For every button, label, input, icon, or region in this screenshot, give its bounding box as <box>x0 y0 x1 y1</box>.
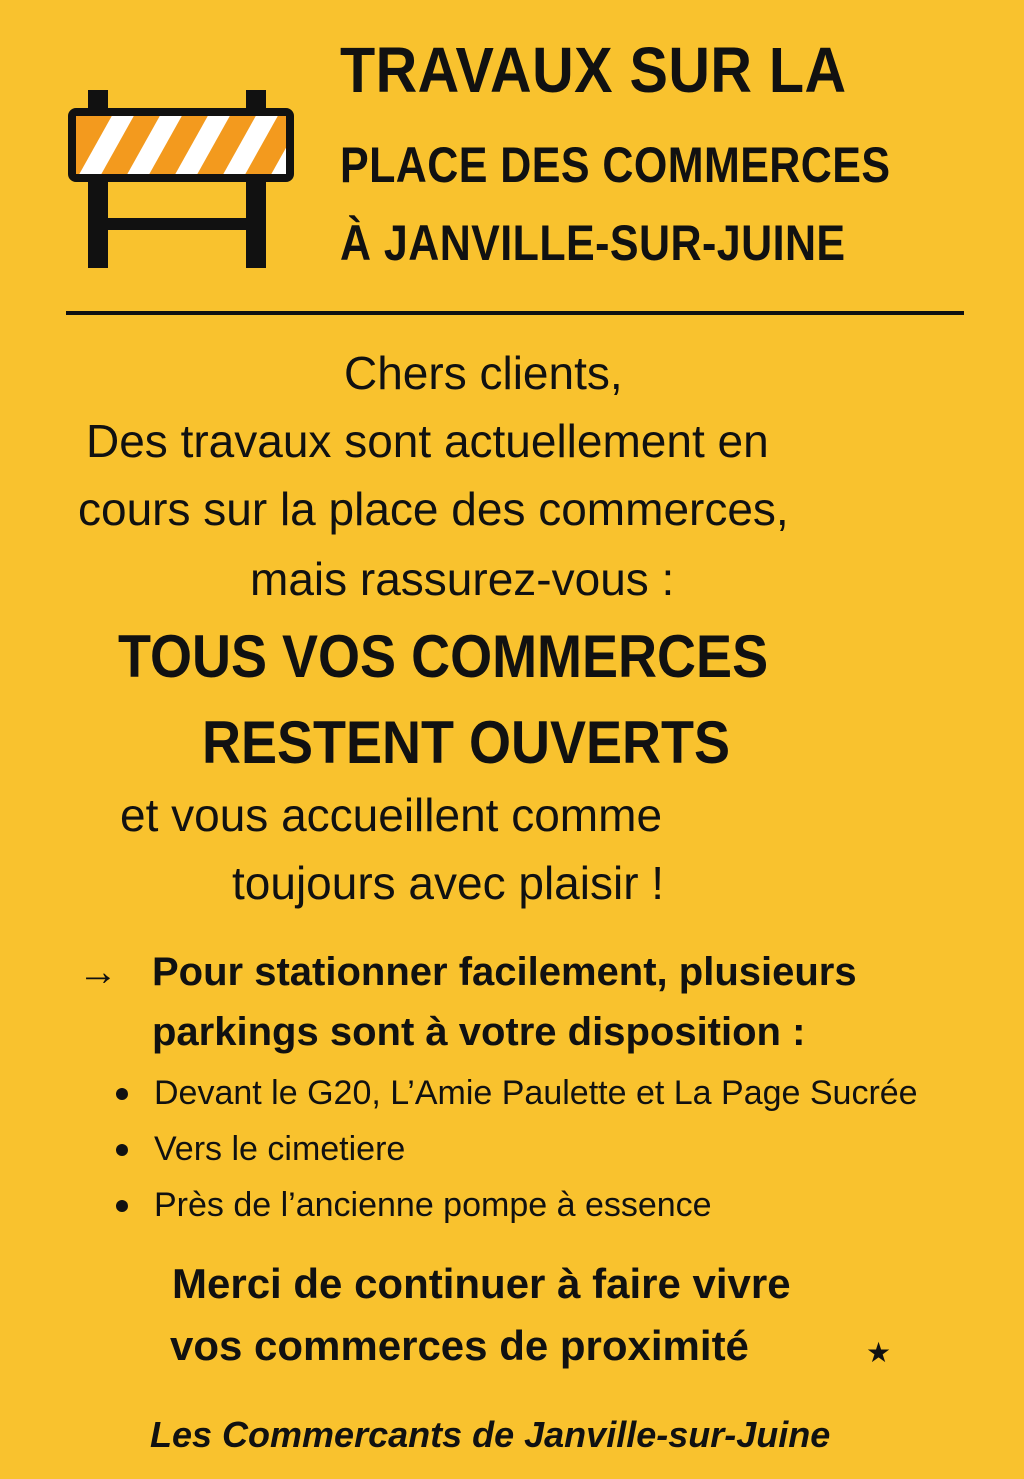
headline-line-1: TOUS VOS COMMERCES <box>118 623 769 690</box>
intro-line-4: mais rassurez-vous : <box>250 553 675 605</box>
parking-line-1: Pour stationner facilement, plusieurs <box>152 950 857 994</box>
bullet-icon <box>116 1088 128 1100</box>
arrow-right-icon: → <box>78 950 118 994</box>
title-line-2: PLACE DES COMMERCES <box>340 137 891 193</box>
construction-barrier-icon <box>66 90 296 270</box>
poster-title <box>340 30 1000 271</box>
parking-line-2: parkings sont à votre disposition : <box>152 1010 806 1054</box>
intro-line-1: Chers clients, <box>344 347 623 399</box>
star-icon: ★ <box>866 1337 892 1368</box>
list-item <box>116 1074 918 1113</box>
intro-line-3: cours sur la place des commerces, <box>78 483 789 535</box>
title-line-1: TRAVAUX SUR LA <box>340 34 847 106</box>
parking-item-1: Devant le G20, L’Amie Paulette et La Page Sucrée <box>154 1074 918 1112</box>
divider <box>66 311 964 315</box>
headline-line-2: RESTENT OUVERTS <box>202 709 731 776</box>
bullet-icon <box>116 1200 128 1212</box>
intro-line-2: Des travaux sont actuellement en <box>86 415 769 467</box>
bullet-icon <box>116 1144 128 1156</box>
signature: Les Commercants de Janville-sur-Juine <box>150 1414 831 1455</box>
welcome-line-2: toujours avec plaisir ! <box>232 857 665 909</box>
parking-item-2: Vers le cimetiere <box>154 1130 406 1168</box>
list-item <box>116 1186 712 1225</box>
welcome-line-1: et vous accueillent comme <box>120 789 663 841</box>
thanks-line-2: vos commerces de proximité <box>170 1322 749 1369</box>
list-item <box>116 1130 405 1169</box>
parking-item-3: Près de l’ancienne pompe à essence <box>154 1186 712 1224</box>
title-line-3: À JANVILLE-SUR-JUINE <box>340 215 846 271</box>
thanks-line-1: Merci de continuer à faire vivre <box>172 1260 791 1307</box>
